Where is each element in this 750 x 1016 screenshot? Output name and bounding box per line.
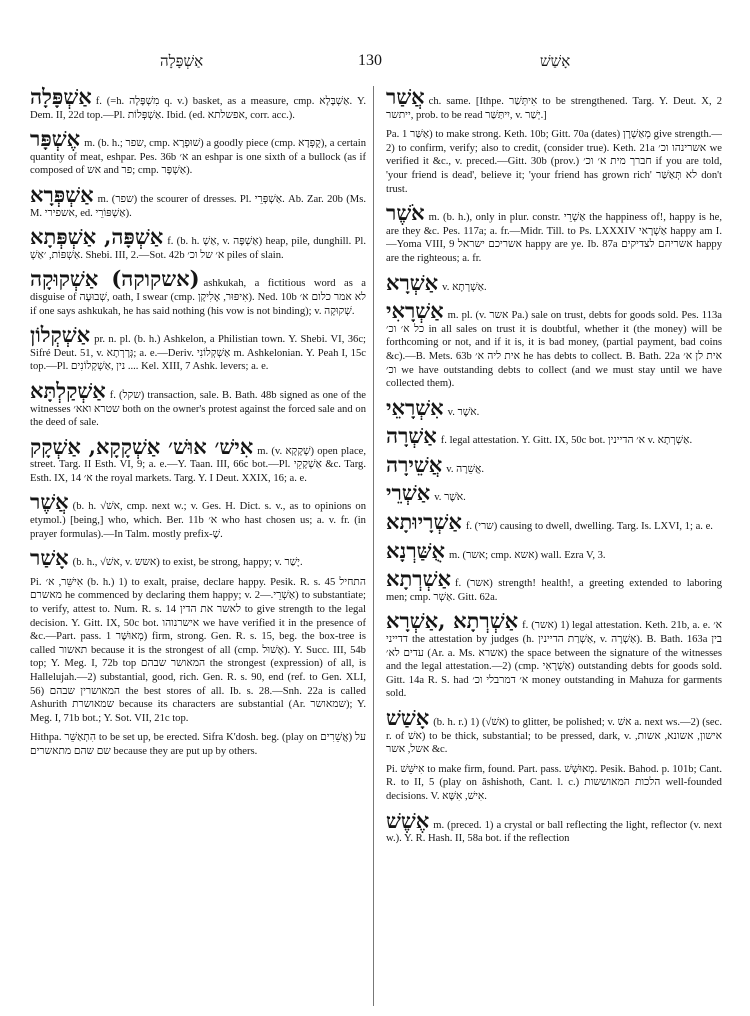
entry-text: v. אֹשֶׁר. xyxy=(434,492,466,504)
entry-text: f. (אשר) strength! health!, a greeting extended to laboring men; cmp. אַשְׁר. Gitt. 62a. xyxy=(386,578,722,603)
entry-headword: אֻשַּׁרְנָא xyxy=(386,537,445,563)
entry-headword: אַשְׁרָה xyxy=(386,423,437,449)
entry-text: f. (אשר) 1) legal attestation. Keth. 21b, a. e. א׳ דדייני the attestation by judges (h. אַשְׁרַת הדיינין, v. אַשְׁרָה). B. Bath. 163a בין עדים לא׳ (Ar. a. Ms. אשרא) the space between the signature of the witnesses and the legal attestation.—2) (cmp. אַשְׁרָאִי) outstanding debts for goods sold. Gitt. 14a R. S. had א׳ דמרבלי וכ׳ money outstanding in Mahuza for garments sold. xyxy=(386,620,722,700)
entry-headword: אַשְׁקַלְתָּא xyxy=(30,377,106,403)
dictionary-entry xyxy=(386,537,722,563)
dictionary-entry xyxy=(30,547,366,570)
running-head-left: אַשְׁפָּלָה xyxy=(160,52,204,70)
entry-text: ch. same. [Ithpe. אִיתְּשַׁר to be strengthened. Targ. Y. Deut. X, 2 ייתשר, prob. to be read יִיתַּשַּׁר, v. יְשַׁר.] xyxy=(386,96,722,121)
dictionary-entry xyxy=(386,511,722,534)
dictionary-entry xyxy=(386,425,722,448)
entry-headword: אִשְׁרָאֵי xyxy=(386,394,444,420)
dictionary-entry xyxy=(30,268,366,318)
dictionary-entry xyxy=(30,86,366,122)
entry-text: Pi. אִישֵּׁר, א׳ (b. h.) 1) to exalt, praise, declare happy. Pesik. R. s. 45 התחיל מאשרם he commenced by declaring them happy; v. אַשְׁרֵי.—2) to substantiate; to verify, attest to. Num. R. s. 14 לאשר את הדין to give strength to the legal decision. Y. Gitt. IX, 50c bot. אישרנוהו we have verified it in the presence of &c.—Part. pass. מְאוּשָּׁר 1) firm, strong. Gen. R. s. 15, beg. the box-tree is called תאשור because it is the strongest of all (cmp. אָשׁוּל). Y. Succ. III, 54b top; Y. Meg. I, 72b top המאושר שבהם the strongest (expression) of all, is Hallelujah.—2) substantial, good, rich. Gen. R. s. 90, end (ref. to Gen. XLI, 56) המאושרין שבהם the best stores of all. Ib. s. 28.—Snh. 22a is called Ashurith שמאושרת because its characters are substantial (Ar. שמאושר); Y. Meg. I, 71b bot.; Y. Sot. VII, 21c top. xyxy=(30,576,366,724)
dictionary-entry xyxy=(386,394,722,420)
running-head-right: אָשַׁשׁ xyxy=(540,52,571,70)
dictionary-entry xyxy=(386,807,722,846)
entry-text: pr. n. pl. (b. h.) Ashkelon, a Philistian town. Y. Shebi. VI, 36c; Sifré Deut. 51, v. גְּרָרְתָא; a. e.—Deriv. אַשְׁקְלוֹנִי m. Ashkelonian. Y. Peah I, 15c top.—Pl. נין ,אַשְׁקְלוֹנִים .... Kel. XIII, 7 Ashk. levers; a. e. xyxy=(30,334,366,373)
dictionary-entry xyxy=(386,482,722,505)
entry-text: f. legal attestation. Y. Gitt. IX, 50c bot. א׳ הדיינין v. אַשְׁרְתָא. xyxy=(440,435,693,447)
entry-headword: אַשְׁפָּה, אַשְׁפְּתָא xyxy=(30,224,164,250)
entry-text: (b. h., √אשׁ, v. אשש) to exist, be strong, happy; v. יָשַׁר. xyxy=(72,557,303,569)
entry-text: m. (preced. 1) a crystal or ball reflecting the light, reflector (v. next w.). Y. R. Hash. II, 58a bot. if the reflection xyxy=(386,819,722,845)
dictionary-entry xyxy=(30,324,366,374)
entry-text: f. (שרי) causing to dwell, dwelling. Targ. Is. LXVI, 1; a. e. xyxy=(465,521,713,533)
entry-text: m. (שפר) the scourer of dresses. Pl. אַשְׁפְּרֵי. Ab. Zar. 20b (Ms. M. אשפירי, ed. אַשְׁפּוֹרֵי). xyxy=(30,193,366,219)
entry-headword: אַשְׁרְתָא xyxy=(386,566,451,592)
entry-headword: אִישׁ׳ אוּשׁ׳ אַשְׁקָקָא, אַשְׁקָק xyxy=(30,433,254,459)
dictionary-entry xyxy=(30,181,366,220)
entry-headword: אֲשֵׁירָה xyxy=(386,451,443,477)
dictionary-entry xyxy=(386,202,722,265)
entry-text: Hithpa. הִתְאַשֵּׁר to be set up, be erected. Sifra K'dosh. beg. (play on אֲשֵׁרִים) על שם שהם מתאשרים because they are put up by others. xyxy=(30,732,366,757)
entry-text: f. (b. h. אַשְׁ, v. אַשְׁפָּה) heap, pile, dunghill. Pl. אַשְׁפּוֹת, ׳אַשְׁ. Shebi. III, 2.—Sot. 42b א׳ של וכ׳ piles of slain. xyxy=(30,236,366,261)
entry-text: v. אֲשֵׁרָה. xyxy=(446,463,484,475)
entry-text: v. אֹשֶׁר. xyxy=(447,406,480,418)
dictionary-entry xyxy=(386,763,722,804)
entry-headword: אֹשֶׁר xyxy=(386,200,425,226)
entry-headword: אֲשַׁר xyxy=(386,86,425,109)
dictionary-entry xyxy=(30,128,366,178)
entry-text: Pa. אַשַּׁר 1) to make strong. Keth. 10b; Gitt. 70a (dates) מְאַשְׁרָן give strength.—2) to confirm, verify; also to credit, (consider true). Keth. 21a אשרינהו וכ׳ we verified it &c., v. preced.—Gitt. 30b (prov.) חברך מית א׳ וכ׳ if you are told, 'your friend is dead', believe it; 'your friend has grown rich' לא תְּאַשַּׁר don't trust. xyxy=(386,129,722,195)
entry-text: m. (אשר; cmp. אשא) wall. Ezra V, 3. xyxy=(448,549,606,561)
right-column xyxy=(386,86,722,1006)
dictionary-entry xyxy=(386,128,722,196)
entry-text: m. pl. (v. אשר Pa.) sale on trust, debts for goods sold. Pes. 113a כל א׳ וכ׳ in all sales on trust it is doubtful, whether it (the money) will be forthcoming or not, and if it is, it is bad money, (partial payment, bad coins &c).—B. Mets. 63b אית ליה א׳ he has debts to collect. B. Bath. 22a אית לן א׳ וכ׳ we have outstanding debts to collect (and we must stay until we have collected them). xyxy=(386,310,722,390)
dictionary-entry xyxy=(30,433,366,486)
entry-headword: אַשְׁקְלוֹן xyxy=(30,322,91,348)
dictionary-entry xyxy=(386,610,722,701)
entry-headword: אָשַׁר xyxy=(30,545,69,571)
dictionary-entry xyxy=(386,707,722,757)
entry-text: m. (v. שְׁקָקָא) open place, street. Targ. II Esth. VI, 9; a. e.—Y. Taan. III, 66c bot.—Pl. אַשְׁקָקֵי &c. Targ. Esth. IX, 14 א׳ the royal markets. Targ. Y. I Deut. XXIX, 16; a. e. xyxy=(30,445,366,484)
dictionary-entry xyxy=(386,86,722,122)
dictionary-entry xyxy=(30,226,366,262)
left-column xyxy=(30,86,366,1006)
dictionary-entry xyxy=(386,300,722,391)
entry-headword: אַשְׁרָא xyxy=(386,269,439,295)
entry-text: m. (b. h.), only in plur. constr. אַשְׁרֵי the happiness of!, happy is he, are they &c. Pes. 117a; a. fr.—Midr. Till. to Ps. LXXXIV אַשְׁרָאי happy am I.—Yoma VIII, 9 אשריכם ישראל happy are ye. Ib. 87a אשריהם לצדיקים happy are the righteous; a. fr. xyxy=(386,212,722,264)
dictionary-entry xyxy=(30,491,366,541)
entry-headword: אַשְׁרָיוּתָא xyxy=(386,509,462,535)
dictionary-entry xyxy=(30,377,366,430)
dictionary-entry xyxy=(386,451,722,477)
dictionary-entry xyxy=(386,269,722,295)
entry-headword: (אשקוקה) אַשְׁקוּקָה xyxy=(30,266,200,292)
entry-headword: אַשְׁרְתָא ,אַשְׁרָא xyxy=(386,608,519,634)
page-number: 130 xyxy=(358,52,382,69)
entry-text: v. אַשְׁרְתָא. xyxy=(442,281,487,293)
entry-headword: אַשְׁפָּלָה xyxy=(30,86,92,109)
dictionary-entry xyxy=(386,568,722,604)
entry-headword: אַשְׁרֵי xyxy=(386,480,431,506)
column-divider xyxy=(373,86,374,1006)
entry-headword: אֲשֶׁר xyxy=(30,489,69,515)
entry-text: ashkukah, a fictitious word as a disguise of שְׁבוּעָה, oath, I swear (cmp. אִיפּוּר, אֶלִיקָן). Ned. 10b לא אמר כלום א׳ if one says ashkukah, he has said nothing (his vow is not binding); v. שְׁקוּקָה. xyxy=(30,278,366,317)
entry-text: f. (=h. מִשְׁפָּלָה q. v.) basket, as a measure, cmp. אַשְׁבָּלָא. Y. Dem. II, 22d top.—Pl. אַשְׁפְּלוֹת. Ibid. (ed. אפשלתא, corr. acc.). xyxy=(30,96,366,121)
entry-headword: אַשְׁרָאִי xyxy=(386,298,444,324)
dictionary-entry xyxy=(30,576,366,726)
entry-text: Pi. אִישֵּׁשׁ to make firm, found. Part. pass. מְאוּשָּׁשׁ. Pesik. Bahod. p. 101b; Cant. R. to II, 5 (play on ăshishoth, Cant. l. c.) הלכות המאוששות well-founded decisions. V. אִישׁ, אִשָּׁא. xyxy=(386,763,722,802)
entry-text: (b. h. √אשׁ, cmp. next w.; v. Ges. H. Dict. s. v., as to opinions on etymol.) [being,] who, which. Ber. 11b א׳ who hast chosen us; a. v. fr. (in prayer formulas).—In Talm. mostly prefix-שֶׁ. xyxy=(30,501,366,540)
entry-text: m. (b. h.; שפר, cmp. שׁוּפְרָא) a goodly piece (cmp. קֻפְּדָא), a certain quantity of meat, eshpar. Pes. 36b א׳ an eshpar is one sixth of a bullock (as if composed of אש and פר; cmp. אַשְׁפָּר). xyxy=(30,138,366,177)
entry-headword: אֶשְׁפָּר xyxy=(30,126,81,152)
entry-headword: אָשַׁשׁ xyxy=(386,705,430,730)
entry-text: (b. h. r.) 1) (√אשׁ) to glitter, be polished; v. אשׁ a. next ws.—2) (sec. r. of אשׁ) to be thick, substantial; to be pressed, dark, v. אישון, אשונא, אשות, אשל, אשר &c. xyxy=(386,717,722,756)
entry-headword: אַשְׁפְּרָא xyxy=(30,181,94,207)
dictionary-entry xyxy=(30,731,366,758)
entry-text: f. (שקל) transaction, sale. B. Bath. 48b signed as one of the witnesses שטרא ואא׳ both on the owner's protest against the forced sale and on the deed of sale. xyxy=(30,389,366,429)
entry-headword: אֶשֶׁשׁ xyxy=(386,807,430,833)
